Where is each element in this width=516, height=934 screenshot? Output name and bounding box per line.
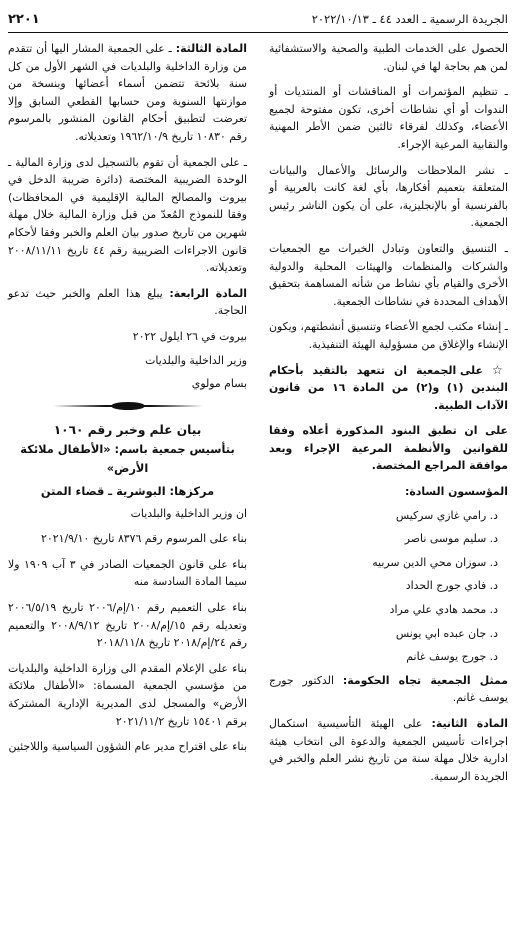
medical-ethics-text: على الجمعية ان تتعهد بالتقيد بأحكام البندين (١) و(٢) من المادة ١٦ من قانون الآداب الطبية. bbox=[269, 363, 508, 412]
article-three bbox=[8, 40, 247, 146]
paragraph-medical-services: الحصول على الخدمات الطبية والصحية والاستشفائية لمن هم بحاجة لها في لبنان. bbox=[269, 42, 508, 73]
paragraph-notice-submission: بناء على الإعلام المقدم الى وزارة الداخلية والبلديات من مؤسسي الجمعية المسماة: «الأطفال ملائكة الأرض» والمسجل لدى المديرية الإدارية المشتركة برقم ١٥٤٠١ تاريخ ٢٠٢١/١١/٢ bbox=[8, 661, 247, 728]
paragraph-publications: ـ نشر الملاحظات والرسائل والأعمال والبيانات المتعلقة بتعميم أفكارها، بأي لغة كانت بالعربية أو بالفرنسية أو بالإنجليزية، على أن يكون الناشر رئيس الجمعية. bbox=[269, 163, 508, 230]
founder-item: د. محمد هادي علي مراد bbox=[389, 603, 498, 617]
section-divider bbox=[53, 401, 203, 411]
article-three-label: المادة الثالثة: bbox=[175, 42, 247, 55]
paragraph-office: ـ إنشاء مكتب لجمع الأعضاء وتنسيق أنشطتهم، ويكون الإنشاء والإغلاق من مسؤولية الهيئة التنفيذية. bbox=[269, 320, 508, 351]
gazette-header-title: الجريدة الرسمية ـ العدد ٤٤ ـ ٢٠٢٢/١٠/١٣ bbox=[311, 12, 508, 26]
article-three-text: ـ على الجمعية المشار اليها أن تتقدم من وزارة الداخلية والبلديات في الشهر الأول من كل سنة بلائحة تتضمن أسماء أعضائها وبنسخة من موازنتها السنوية ومن حسابها القطعي السابق وإلا تعرضت لتطبيق أحكام القانون المنشور بالمرسوم رقم ١٠٨٣٠ تاريخ ١٩٦٢/١٠/٩ وتعديلاته. bbox=[8, 42, 247, 143]
paragraph-decree: بناء على المرسوم رقم ٨٣٧٦ تاريخ ٢٠٢١/٩/١٠ bbox=[41, 532, 247, 546]
star-icon: ☆ bbox=[491, 362, 508, 377]
left-column bbox=[8, 40, 247, 764]
paragraph-director-proposal: بناء على اقتراح مدير عام الشؤون السياسية واللاجئين bbox=[8, 740, 247, 754]
paragraph-associations-law: بناء على قانون الجمعيات الصادر في ٣ آب ١٩٠٩ ولا سيما المادة السادسة منه bbox=[8, 557, 247, 589]
signature-name: بسام مولوي bbox=[191, 377, 247, 391]
founders-title: المؤسسون السادة: bbox=[404, 485, 508, 499]
founder-item: د. فادي جورج الحداد bbox=[405, 579, 498, 593]
government-representative bbox=[269, 672, 508, 707]
paragraph-circulars: بناء على التعميم رقم ١٠/إم/٢٠٠٦ تاريخ ٢٠٠٦/٥/١٩ وتعديله رقم ١٥/إم/٢٠٠٨ تاريخ ٢٠٠٨/٩/١٢ والتعميم رقم ٢٤/إم/٢٠١٨ تاريخ ٢٠١٨/١١/٨ bbox=[8, 601, 248, 650]
representative-value: الدكتور جورج يوسف غانم. bbox=[269, 673, 508, 705]
notice-headquarters: مركزها: البوشرية ـ قضاء المتن bbox=[40, 483, 215, 498]
notice-subtitle: بتأسيس جمعية باسم: «الأطفال ملائكة الأرض» bbox=[20, 441, 235, 475]
page-header bbox=[8, 6, 508, 33]
representative-label: ممثل الجمعية تجاه الحكومة: bbox=[342, 673, 509, 687]
paragraph-compliance: على ان تطبق البنود المذكورة أعلاه وفقا للقوانين والأنظمة المرعية الإجراء وبعد موافقة المراجع المختصة. bbox=[269, 424, 508, 473]
article-four-label: المادة الرابعة: bbox=[169, 286, 247, 300]
paragraph-medical-ethics bbox=[269, 362, 508, 415]
right-column bbox=[269, 40, 508, 793]
article-two-text: على الهيئة التأسيسية استكمال اجراءات تأسيس الجمعية والدعوة الى انتخاب هيئة ادارية خلال مهلة سنة من تاريخ نشر العلم والخبر في الجريدة الرسمية. bbox=[269, 717, 508, 783]
page-number: ٢٢٠١ bbox=[8, 11, 40, 27]
article-two-label: المادة الثانية: bbox=[431, 717, 508, 730]
article-four bbox=[8, 285, 247, 320]
article-two bbox=[269, 715, 508, 785]
founder-item: د. جورج يوسف غانم bbox=[406, 650, 498, 664]
signature-date: بيروت في ٢٦ ايلول ٢٠٢٢ bbox=[132, 329, 247, 343]
founder-item: د. رامي غازي سركيس bbox=[395, 508, 498, 522]
founder-item: د. سوزان محي الدين سربيه bbox=[372, 555, 498, 569]
founder-item: د. سليم موسى ناصر bbox=[404, 532, 498, 546]
paragraph-conferences: ـ تنظيم المؤتمرات أو المناقشات أو المنتديات أو الندوات أو أي نشاطات أخرى، تكون مفتوحة لجميع الأعضاء، وكذلك لفرقاء ثالثين ضمن الأطر المهنية والنقابية المرعية الإجراء. bbox=[269, 85, 508, 151]
article-four-text: يبلغ هذا العلم والخبر حيث تدعو الحاجة. bbox=[8, 286, 247, 318]
founder-item: د. جان عبده ابي يونس bbox=[395, 626, 498, 640]
signature-block bbox=[8, 328, 247, 393]
signature-title: وزير الداخلية والبلديات bbox=[145, 353, 247, 367]
paragraph-minister: ان وزير الداخلية والبلديات bbox=[130, 506, 247, 520]
founders-list bbox=[269, 507, 508, 666]
notice-title: بيان علم وخبر رقم ١٠٦٠ bbox=[53, 422, 202, 437]
paragraph-cooperation: ـ التنسيق والتعاون وتبادل الخبرات مع الجمعيات والشركات والمنظمات والهيئات المحلية والدولية الأخرى والقيام بأي نشاط من شأنه المساهمة بتحقيق الأهداف المحددة في نشاطات الجمعية. bbox=[269, 241, 508, 308]
paragraph-tax-registration: ـ على الجمعية أن تقوم بالتسجيل لدى وزارة المالية ـ الوحدة الضريبية المختصة (دائرة ضريبة الدخل في بيروت والمصالح المالية الإقليمية في المحافظات) وفقا للنموذج المُعدّ من قبل وزارة المالية خلال مهلة شهرين من تاريخ صدور بيان العلم والخبر وفقا لأحكام قانون الاجراءات الضريبية رقم ٤٤ تاريخ ٢٠٠٨/١١/١١ وتعديلاته. bbox=[8, 155, 247, 275]
